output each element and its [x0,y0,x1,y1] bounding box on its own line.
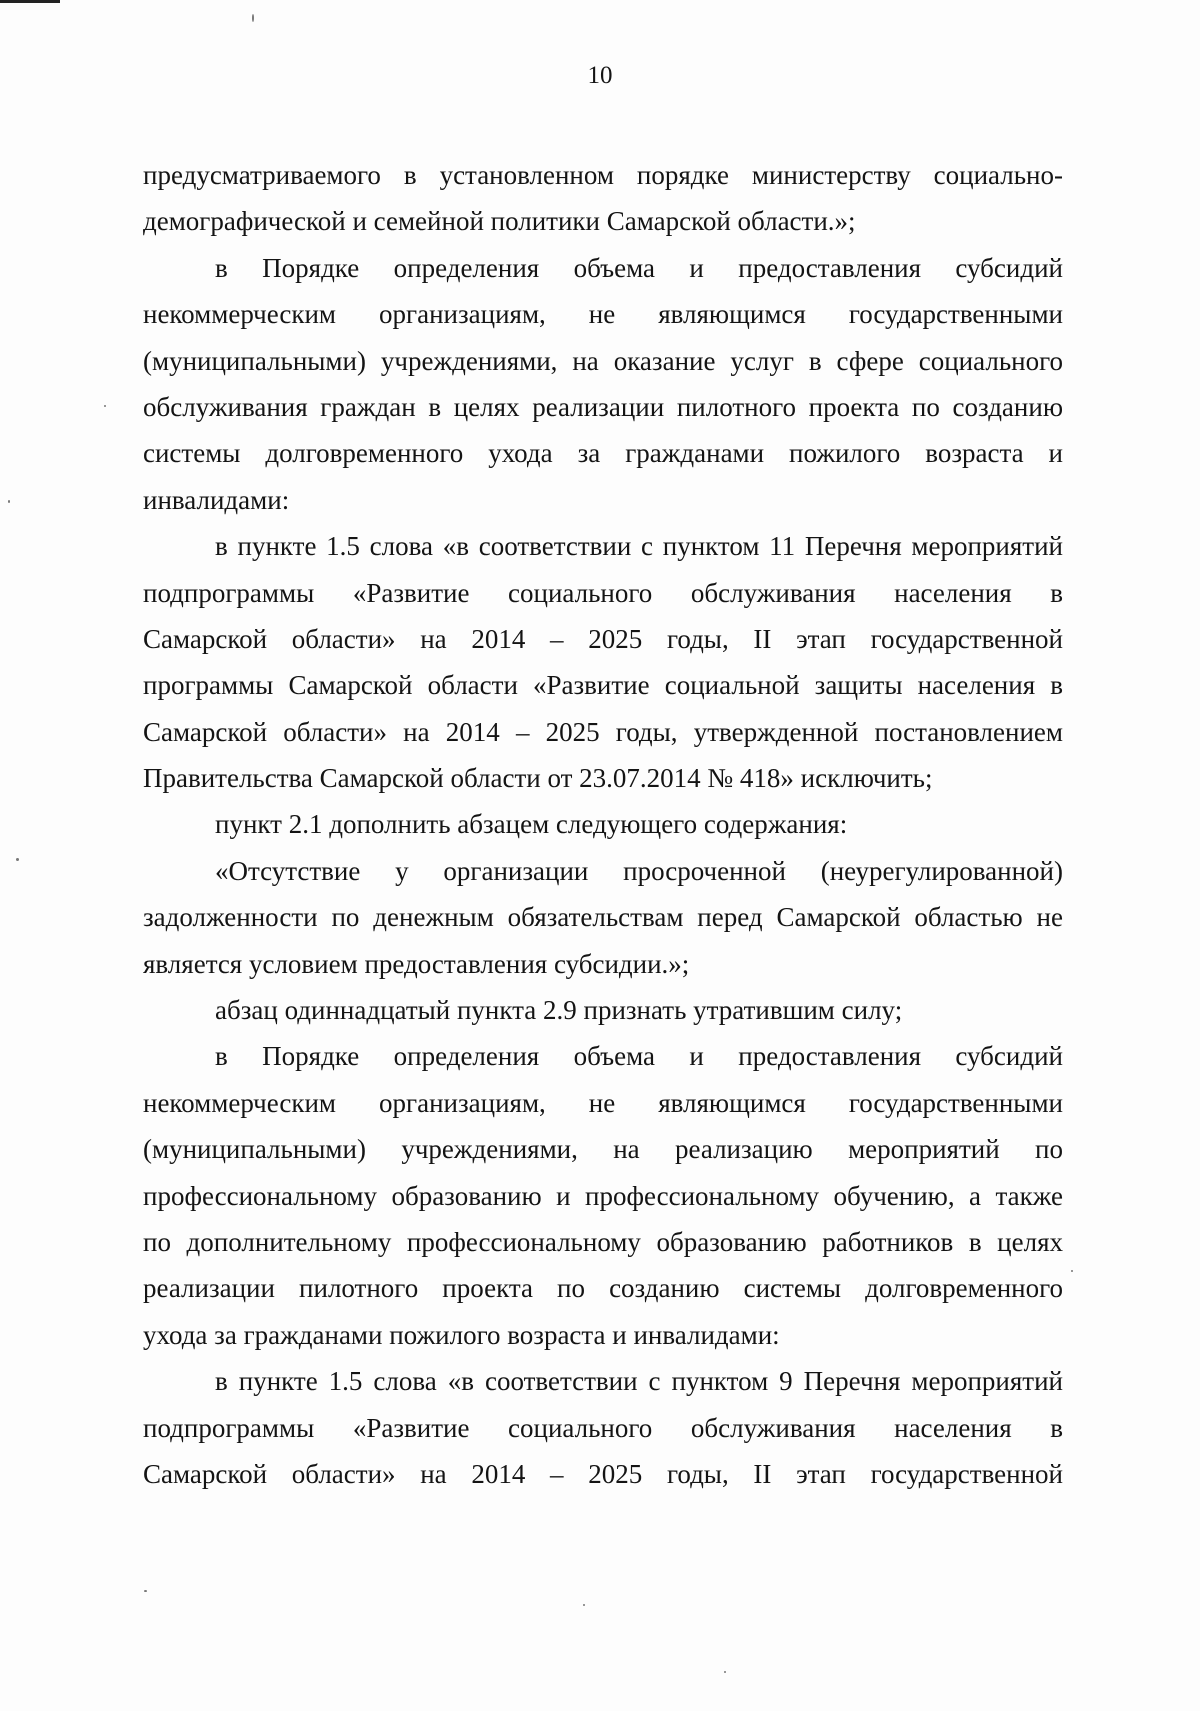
scan-corner-mark [0,0,60,3]
text-line: системы долговременного ухода за гражданами пожилого возраста и [143,438,1063,469]
text-line: некоммерческим организациям, не являющимся государственными [143,299,1063,330]
text-line: подпрограммы «Развитие социального обслуживания населения в [143,1412,1063,1443]
text-line: Самарской области» на 2014 – 2025 годы, II этап государственной [143,623,1063,654]
scan-speck [144,1590,147,1592]
text-line: (муниципальными) учреждениями, на оказание услуг в сфере социального [143,345,1063,376]
text-line: «Отсутствие у организации просроченной (неурегулированной) [215,855,1063,886]
scan-speck [104,405,106,407]
text-line: инвалидами: [143,484,290,515]
document-body [143,152,1063,1497]
scan-speck [252,14,254,22]
text-line: программы Самарской области «Развитие социальной защиты населения в [143,670,1063,701]
text-line: обслуживания граждан в целях реализации пилотного проекта по созданию [143,391,1063,422]
text-line: профессиональному образованию и профессиональному обучению, а также [143,1180,1063,1211]
text-line: ухода за гражданами пожилого возраста и инвалидами: [143,1319,780,1350]
text-line: подпрограммы «Развитие социального обслуживания населения в [143,577,1063,608]
text-line: задолженности по денежным обязательствам перед Самарской областью не [143,902,1063,933]
text-line: демографической и семейной политики Самарской области.»; [143,206,856,237]
text-line: предусматриваемого в установленном порядке министерству социально- [143,160,1063,190]
text-line: по дополнительному профессиональному образованию работников в целях [143,1226,1063,1257]
text-line: в Порядке определения объема и предоставления субсидий [215,252,1063,283]
text-line: Самарской области» на 2014 – 2025 годы, II этап государственной [143,1458,1063,1489]
text-line: является условием предоставления субсидии.»; [143,948,690,979]
scan-speck [583,1604,585,1606]
text-line: в пункте 1.5 слова «в соответствии с пунктом 11 Перечня мероприятий [215,531,1063,562]
text-line: в Порядке определения объема и предоставления субсидий [215,1041,1063,1072]
page-number: 10 [587,62,613,89]
text-line: пункт 2.1 дополнить абзацем следующего содержания: [215,809,848,840]
text-line: некоммерческим организациям, не являющимся государственными [143,1087,1063,1118]
text-line: Самарской области» на 2014 – 2025 годы, утвержденной постановлением [143,716,1063,747]
text-line: Правительства Самарской области от 23.07.2014 № 418» исключить; [143,763,933,794]
text-line: (муниципальными) учреждениями, на реализацию мероприятий по [143,1134,1063,1165]
text-line: в пункте 1.5 слова «в соответствии с пунктом 9 Перечня мероприятий [215,1366,1063,1397]
text-line: реализации пилотного проекта по созданию системы долговременного [143,1273,1063,1304]
scan-speck [724,1671,726,1673]
scan-speck [1071,1270,1073,1272]
scan-speck [16,858,19,861]
scan-speck [8,500,10,503]
text-line: абзац одиннадцатый пункта 2.9 признать утратившим силу; [215,995,903,1026]
